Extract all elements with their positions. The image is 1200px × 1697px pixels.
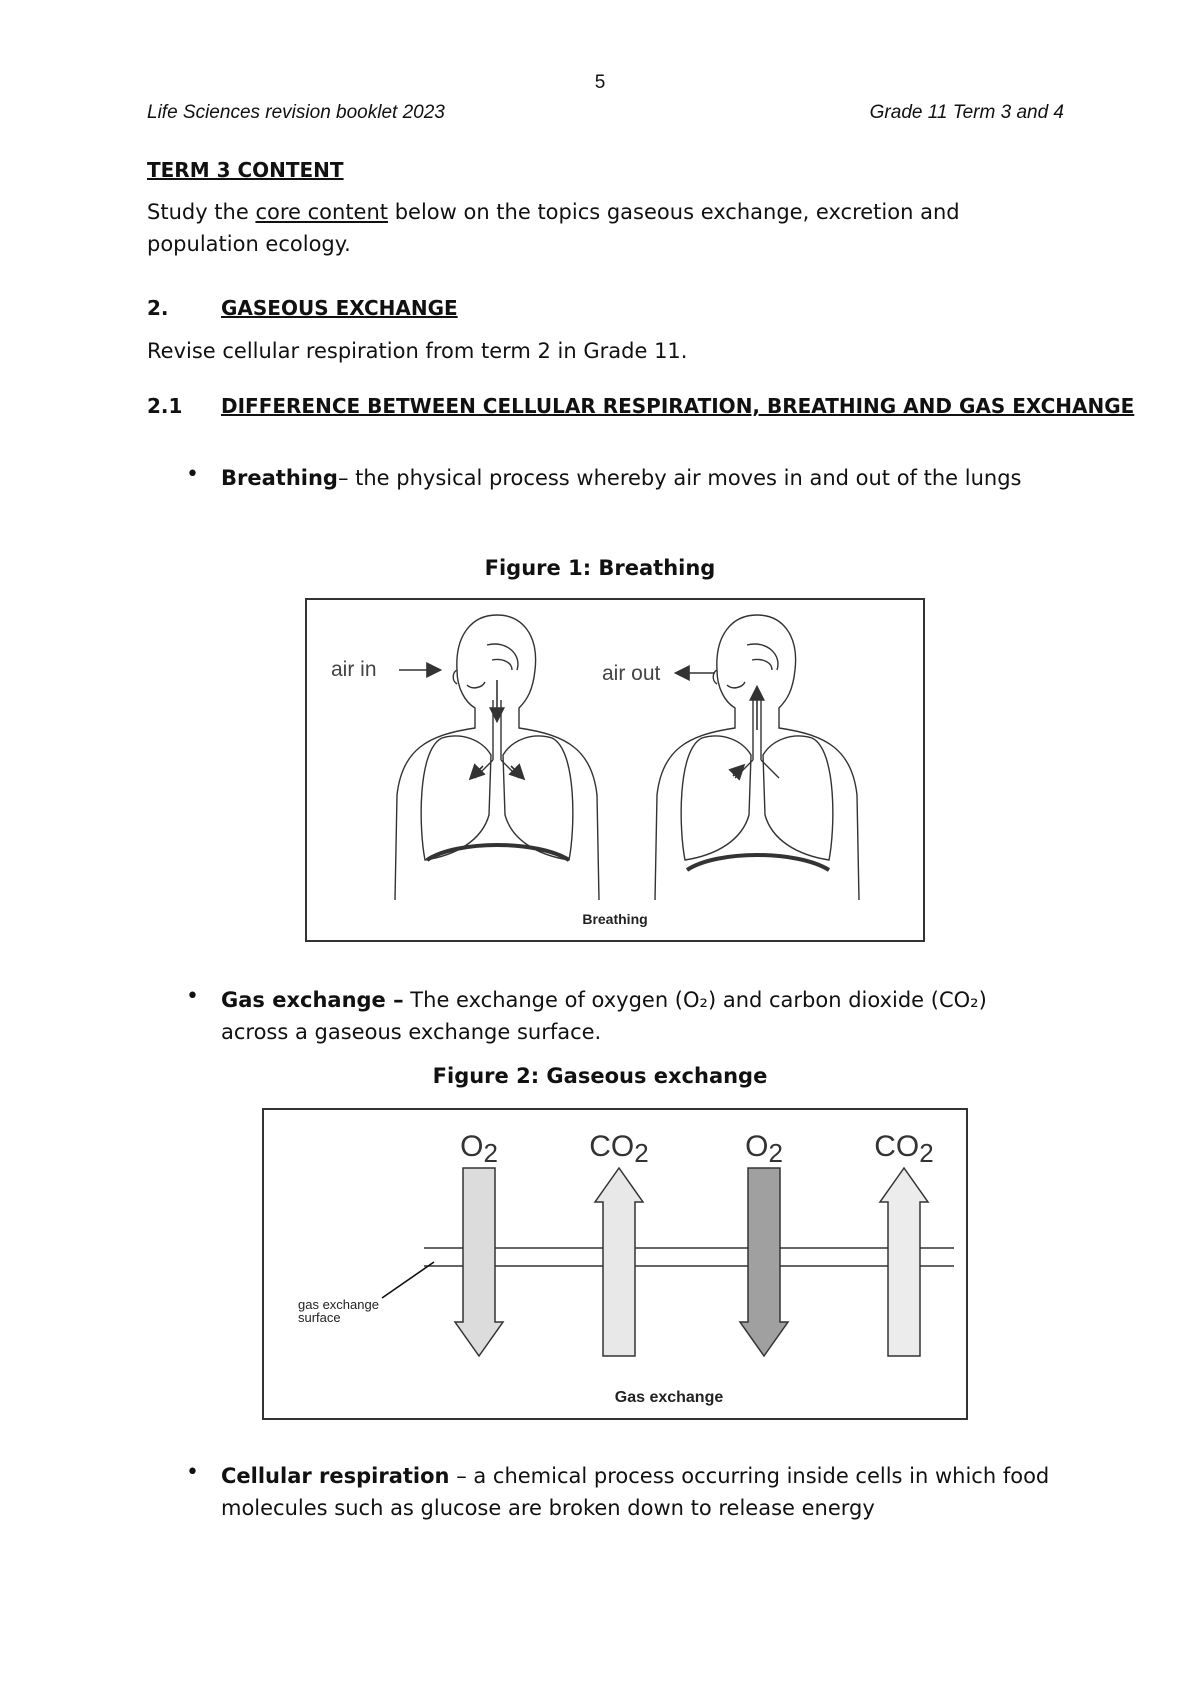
bullet-term: Breathing (221, 466, 338, 490)
header-title: Life Sciences revision booklet 2023 (147, 102, 445, 123)
section-2-1-title: DIFFERENCE BETWEEN CELLULAR RESPIRATION, BREATHING AND GAS EXCHANGE (221, 394, 1135, 418)
body-exhale-illustration (655, 615, 859, 900)
page-number: 5 (594, 72, 606, 93)
bullet-term: Gas exchange – (221, 988, 404, 1012)
breathing-diagram (307, 600, 923, 940)
term-heading: TERM 3 CONTENT (147, 158, 344, 182)
body-inhale-illustration (395, 615, 599, 900)
gas-label-co2: CO2 (874, 1130, 934, 1168)
o2-arrow-down (455, 1168, 503, 1356)
core-content-link: core content (255, 200, 389, 224)
bullet-definition: – a chemical process occurring inside cells in which food (449, 1464, 1050, 1488)
surface-pointer (382, 1262, 434, 1298)
bullet-term: Cellular respiration (221, 1464, 450, 1488)
bullet-cellular-respiration (221, 1460, 1049, 1492)
surface-label-line-1: gas exchange (298, 1297, 379, 1312)
label-air-in: air in (331, 658, 377, 681)
label-air-out: air out (602, 662, 661, 685)
bullet-definition: the physical process whereby air moves in and out of the lungs (355, 466, 1022, 490)
bullet-marker: • (186, 1460, 199, 1485)
intro-text-continued: below on the topics gaseous exchange, excretion and (388, 200, 960, 224)
figure-1-box (305, 598, 925, 942)
figure-1-caption: Figure 1: Breathing (484, 556, 716, 580)
co2-arrow-up (595, 1168, 643, 1356)
bullet-marker: • (186, 984, 199, 1009)
bullet-cellular-respiration-line-2: molecules such as glucose are broken down to release energy (221, 1496, 875, 1520)
surface-label-line-2: surface (298, 1310, 341, 1325)
figure-2-box (262, 1108, 968, 1420)
intro-line-1 (147, 196, 960, 228)
section-2-title: GASEOUS EXCHANGE (221, 296, 458, 320)
bullet-definition: The exchange of oxygen (O₂) and carbon dioxide (CO₂) (403, 988, 987, 1012)
bullet-separator: – (337, 466, 356, 490)
bullet-gas-exchange (221, 984, 987, 1016)
section-2-number: 2. (147, 296, 169, 320)
section-2-text: Revise cellular respiration from term 2 in Grade 11. (147, 339, 688, 363)
gas-label-o2: O2 (745, 1130, 783, 1168)
section-2-1-number: 2.1 (147, 394, 183, 418)
header-grade: Grade 11 Term 3 and 4 (869, 102, 1064, 123)
co2-arrow-up (880, 1168, 928, 1356)
figure-2-caption: Figure 2: Gaseous exchange (432, 1064, 768, 1088)
bullet-marker: • (186, 462, 199, 487)
gas-label-o2: O2 (460, 1130, 498, 1168)
bullet-breathing (221, 462, 1021, 494)
gas-label-co2: CO2 (589, 1130, 649, 1168)
intro-text: Study the (147, 200, 256, 224)
o2-arrow-down (740, 1168, 788, 1356)
bullet-gas-exchange-line-2: across a gaseous exchange surface. (221, 1020, 602, 1044)
gas-exchange-diagram (264, 1110, 966, 1418)
figure-2-subtitle: Gas exchange (614, 1389, 724, 1406)
intro-line-2: population ecology. (147, 232, 351, 256)
figure-1-subtitle: Breathing (582, 911, 648, 927)
